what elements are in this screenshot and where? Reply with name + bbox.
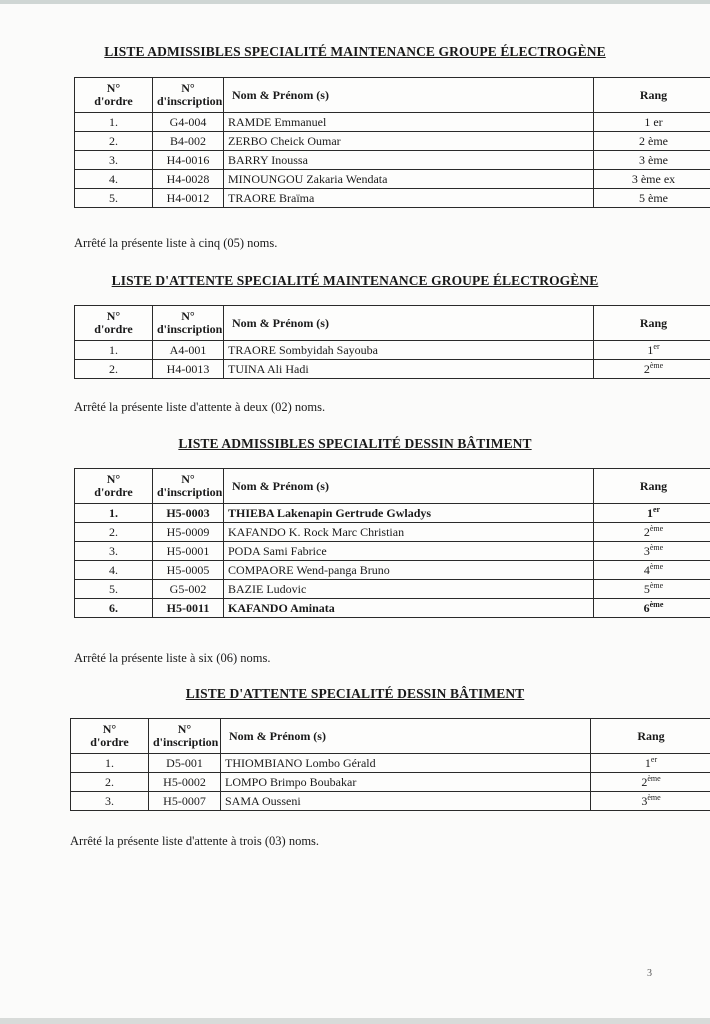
cell-order: 1. xyxy=(75,504,153,523)
candidates-table xyxy=(74,305,710,379)
cell-order: 1. xyxy=(75,113,153,132)
rank-value: 3 ème ex xyxy=(631,172,676,186)
header-order-line1: N° xyxy=(106,309,121,323)
cell-name: ZERBO Cheick Oumar xyxy=(224,132,594,151)
rank-suffix: ème xyxy=(649,562,664,571)
cell-inscription: H4-0012 xyxy=(153,189,224,208)
cell-inscription: D5-001 xyxy=(149,754,221,773)
cell-name: RAMDE Emmanuel xyxy=(224,113,594,132)
rank-value: 2 xyxy=(643,362,650,376)
cell-inscription: H5-0005 xyxy=(153,561,224,580)
section-title: LISTE D'ATTENTE SPECIALITÉ DESSIN BÂTIMENT xyxy=(185,686,525,701)
table-row xyxy=(75,132,710,151)
header-order-line1: N° xyxy=(106,81,121,95)
header-rank: Rang xyxy=(591,719,710,754)
table-row xyxy=(71,773,710,792)
rank-value: 1 xyxy=(644,756,651,770)
cell-name: THIOMBIANO Lombo Gérald xyxy=(221,754,591,773)
section-title: LISTE ADMISSIBLES SPECIALITÉ DESSIN BÂTIMENT xyxy=(178,436,532,451)
cell-rank xyxy=(594,151,710,170)
closing-note: Arrêté la présente liste à six (06) noms. xyxy=(74,651,271,665)
header-inscription-line1: N° xyxy=(181,309,195,323)
page-mark: 3 xyxy=(647,968,652,979)
header-inscription-line2: d'inscription xyxy=(157,322,223,336)
cell-rank xyxy=(594,542,710,561)
cell-inscription: H5-0001 xyxy=(153,542,224,561)
header-inscription-line1: N° xyxy=(181,472,195,486)
closing-note: Arrêté la présente liste à cinq (05) noms. xyxy=(74,236,278,250)
rank-value: 3 xyxy=(643,544,650,558)
table-row xyxy=(75,189,710,208)
header-name: Nom & Prénom (s) xyxy=(224,469,594,504)
cell-rank xyxy=(591,754,710,773)
cell-rank xyxy=(594,599,710,618)
cell-rank xyxy=(594,113,710,132)
header-inscription-line2: d'inscription xyxy=(157,485,223,499)
rank-value: 1 xyxy=(647,343,654,357)
header-name: Nom & Prénom (s) xyxy=(221,719,591,754)
cell-inscription: G5-002 xyxy=(153,580,224,599)
cell-rank xyxy=(594,132,710,151)
table-row xyxy=(75,542,710,561)
cell-order: 1. xyxy=(75,341,153,360)
table-row xyxy=(75,504,710,523)
rank-value: 2 xyxy=(643,525,650,539)
cell-name: KAFANDO Aminata xyxy=(224,599,594,618)
cell-order: 6. xyxy=(75,599,153,618)
cell-order: 3. xyxy=(71,792,149,811)
cell-name: BARRY Inoussa xyxy=(224,151,594,170)
header-inscription-line2: d'inscription xyxy=(153,735,219,749)
cell-rank xyxy=(594,360,710,379)
table-row xyxy=(75,580,710,599)
cell-rank xyxy=(594,580,710,599)
cell-inscription: H5-0011 xyxy=(153,599,224,618)
table-row xyxy=(75,523,710,542)
header-name: Nom & Prénom (s) xyxy=(224,78,594,113)
header-order-line1: N° xyxy=(106,472,121,486)
cell-inscription: H5-0007 xyxy=(149,792,221,811)
table-row xyxy=(75,561,710,580)
cell-rank xyxy=(594,561,710,580)
table-row xyxy=(75,170,710,189)
rank-value: 3 xyxy=(641,794,648,808)
header-order-line2: d'ordre xyxy=(94,94,133,108)
cell-name: MINOUNGOU Zakaria Wendata xyxy=(224,170,594,189)
table-row xyxy=(71,754,710,773)
rank-value: 4 xyxy=(643,563,650,577)
cell-order: 5. xyxy=(75,580,153,599)
rank-value: 3 ème xyxy=(639,153,668,167)
table-header-row xyxy=(75,469,710,504)
cell-order: 4. xyxy=(75,170,153,189)
rank-suffix: ème xyxy=(649,524,664,533)
rank-value: 1 xyxy=(646,506,653,520)
candidates-table xyxy=(74,77,710,208)
header-rank: Rang xyxy=(594,469,710,504)
section-title: LISTE D'ATTENTE SPECIALITÉ MAINTENANCE GROUPE ÉLECTROGÈNE xyxy=(111,273,599,288)
cell-rank xyxy=(594,341,710,360)
header-order xyxy=(75,78,153,113)
header-order-line2: d'ordre xyxy=(94,322,133,336)
rank-value: 2 xyxy=(641,775,648,789)
table-row xyxy=(75,113,710,132)
cell-name: BAZIE Ludovic xyxy=(224,580,594,599)
header-order xyxy=(75,469,153,504)
rank-suffix: ème xyxy=(649,543,664,552)
cell-name: TUINA Ali Hadi xyxy=(224,360,594,379)
cell-name: PODA Sami Fabrice xyxy=(224,542,594,561)
rank-suffix: ème xyxy=(649,600,664,609)
cell-order: 3. xyxy=(75,151,153,170)
rank-suffix: ème xyxy=(647,774,661,783)
cell-name: TRAORE Sombyidah Sayouba xyxy=(224,341,594,360)
header-inscription xyxy=(149,719,221,754)
cell-rank xyxy=(591,792,710,811)
table-row xyxy=(75,151,710,170)
header-rank: Rang xyxy=(594,306,710,341)
cell-name: KAFANDO K. Rock Marc Christian xyxy=(224,523,594,542)
header-order-line1: N° xyxy=(102,722,117,736)
cell-rank xyxy=(594,504,710,523)
cell-name: COMPAORE Wend-panga Bruno xyxy=(224,561,594,580)
header-order xyxy=(71,719,149,754)
cell-order: 2. xyxy=(75,523,153,542)
rank-suffix: er xyxy=(653,342,660,351)
rank-value: 1 er xyxy=(644,115,663,129)
cell-inscription: B4-002 xyxy=(153,132,224,151)
rank-value: 2 ème xyxy=(639,134,668,148)
header-inscription-line1: N° xyxy=(177,722,192,736)
rank-value: 5 ème xyxy=(639,191,668,205)
cell-name: THIEBA Lakenapin Gertrude Gwladys xyxy=(224,504,594,523)
table-header-row xyxy=(71,719,710,754)
cell-order: 1. xyxy=(71,754,149,773)
rank-value: 5 xyxy=(643,582,650,596)
rank-suffix: ème xyxy=(649,581,664,590)
section-title: LISTE ADMISSIBLES SPECIALITÉ MAINTENANCE GROUPE ÉLECTROGÈNE xyxy=(104,44,606,59)
cell-inscription: H4-0016 xyxy=(153,151,224,170)
cell-order: 2. xyxy=(75,132,153,151)
closing-note: Arrêté la présente liste d'attente à trois (03) noms. xyxy=(70,834,320,848)
table-row xyxy=(71,792,710,811)
candidates-table xyxy=(74,468,710,618)
cell-name: LOMPO Brimpo Boubakar xyxy=(221,773,591,792)
scan-top-edge xyxy=(0,0,710,4)
closing-note: Arrêté la présente liste d'attente à deux (02) noms. xyxy=(74,400,326,414)
cell-rank xyxy=(594,170,710,189)
header-order xyxy=(75,306,153,341)
cell-order: 4. xyxy=(75,561,153,580)
header-order-line2: d'ordre xyxy=(94,485,133,499)
cell-inscription: H4-0028 xyxy=(153,170,224,189)
cell-rank xyxy=(591,773,710,792)
table-row xyxy=(75,360,710,379)
cell-name: SAMA Ousseni xyxy=(221,792,591,811)
cell-inscription: H4-0013 xyxy=(153,360,224,379)
cell-order: 2. xyxy=(75,360,153,379)
candidates-table xyxy=(70,718,710,811)
header-order-line2: d'ordre xyxy=(90,735,129,749)
cell-name: TRAORE Braïma xyxy=(224,189,594,208)
cell-order: 2. xyxy=(71,773,149,792)
table-row xyxy=(75,599,710,618)
rank-suffix: ème xyxy=(649,361,664,370)
cell-inscription: H5-0003 xyxy=(153,504,224,523)
rank-suffix: ème xyxy=(647,793,661,802)
cell-inscription: H5-0002 xyxy=(149,773,221,792)
header-inscription-line2: d'inscription xyxy=(157,94,223,108)
cell-rank xyxy=(594,189,710,208)
rank-suffix: er xyxy=(652,505,661,514)
header-name: Nom & Prénom (s) xyxy=(224,306,594,341)
header-rank: Rang xyxy=(594,78,710,113)
header-inscription xyxy=(153,469,224,504)
table-row xyxy=(75,341,710,360)
cell-order: 5. xyxy=(75,189,153,208)
cell-rank xyxy=(594,523,710,542)
cell-inscription: G4-004 xyxy=(153,113,224,132)
cell-order: 3. xyxy=(75,542,153,561)
header-inscription-line1: N° xyxy=(181,81,195,95)
header-inscription xyxy=(153,78,224,113)
table-header-row xyxy=(75,306,710,341)
scan-bottom-edge xyxy=(0,1018,710,1024)
cell-inscription: A4-001 xyxy=(153,341,224,360)
cell-inscription: H5-0009 xyxy=(153,523,224,542)
header-inscription xyxy=(153,306,224,341)
rank-suffix: er xyxy=(650,755,658,764)
rank-value: 6 xyxy=(643,601,650,615)
table-header-row xyxy=(75,78,710,113)
